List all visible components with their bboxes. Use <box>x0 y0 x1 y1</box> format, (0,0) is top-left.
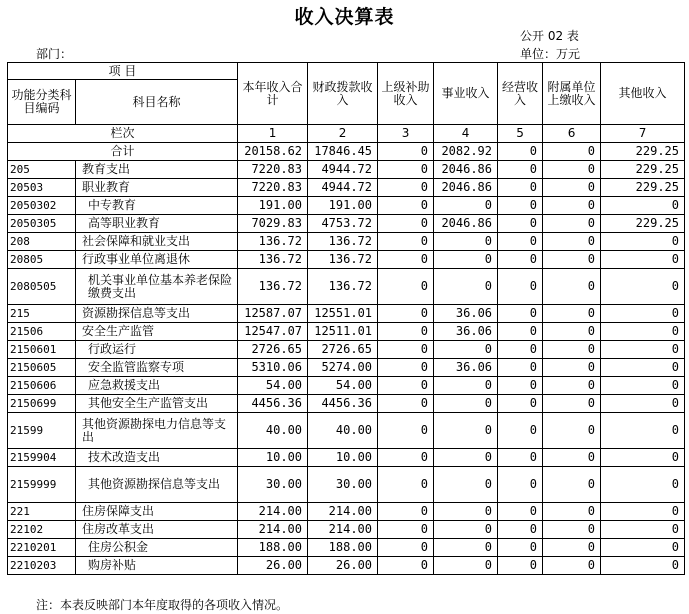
row-value: 7220.83 <box>238 179 308 197</box>
table-row <box>8 341 685 359</box>
row-value: 0 <box>601 341 685 359</box>
row-value: 188.00 <box>238 539 308 557</box>
row-code: 20805 <box>8 251 76 269</box>
row-value: 10.00 <box>238 449 308 467</box>
seq-number: 4 <box>434 125 498 143</box>
row-value: 0 <box>434 197 498 215</box>
row-value: 0 <box>543 179 601 197</box>
row-value: 0 <box>378 161 434 179</box>
code-col-header: 功能分类科目编码 <box>8 80 76 125</box>
row-value: 0 <box>498 161 543 179</box>
row-value: 136.72 <box>238 251 308 269</box>
row-value: 4456.36 <box>308 395 378 413</box>
total-row <box>8 143 685 161</box>
table-row <box>8 323 685 341</box>
total-value: 229.25 <box>601 143 685 161</box>
row-value: 2046.86 <box>434 161 498 179</box>
row-value: 0 <box>434 557 498 575</box>
row-value: 0 <box>498 413 543 449</box>
row-value: 36.06 <box>434 305 498 323</box>
row-value: 188.00 <box>308 539 378 557</box>
row-value: 0 <box>601 233 685 251</box>
total-value: 2082.92 <box>434 143 498 161</box>
seq-label: 栏次 <box>8 125 238 143</box>
seq-number: 6 <box>543 125 601 143</box>
row-code: 2050305 <box>8 215 76 233</box>
row-value: 0 <box>601 449 685 467</box>
row-value: 0 <box>498 467 543 503</box>
row-value: 0 <box>543 557 601 575</box>
row-value: 0 <box>601 377 685 395</box>
row-name: 其他安全生产监管支出 <box>76 395 238 413</box>
row-value: 0 <box>498 341 543 359</box>
row-value: 0 <box>543 503 601 521</box>
row-value: 0 <box>543 305 601 323</box>
row-code: 221 <box>8 503 76 521</box>
row-value: 30.00 <box>308 467 378 503</box>
row-value: 36.06 <box>434 323 498 341</box>
row-value: 0 <box>434 377 498 395</box>
row-value: 0 <box>378 377 434 395</box>
row-value: 0 <box>434 413 498 449</box>
row-value: 0 <box>543 161 601 179</box>
row-value: 4944.72 <box>308 179 378 197</box>
row-value: 0 <box>543 377 601 395</box>
col-header-fiscal: 财政拨款收入 <box>308 63 378 125</box>
row-value: 0 <box>601 467 685 503</box>
row-value: 0 <box>601 503 685 521</box>
row-value: 0 <box>498 269 543 305</box>
row-value: 0 <box>543 197 601 215</box>
row-value: 0 <box>601 359 685 377</box>
row-value: 0 <box>543 521 601 539</box>
row-value: 0 <box>601 197 685 215</box>
row-name: 中专教育 <box>76 197 238 215</box>
row-name: 行政运行 <box>76 341 238 359</box>
row-value: 0 <box>601 557 685 575</box>
total-value: 17846.45 <box>308 143 378 161</box>
row-value: 0 <box>498 449 543 467</box>
table-row <box>8 557 685 575</box>
table-row <box>8 521 685 539</box>
row-name: 其他资源勘探信息等支出 <box>76 467 238 503</box>
table-row <box>8 413 685 449</box>
row-value: 10.00 <box>308 449 378 467</box>
row-code: 2210201 <box>8 539 76 557</box>
row-value: 0 <box>498 197 543 215</box>
row-value: 0 <box>378 413 434 449</box>
row-value: 0 <box>434 467 498 503</box>
income-table <box>7 62 685 575</box>
row-value: 0 <box>434 503 498 521</box>
table-body <box>8 63 685 575</box>
row-value: 0 <box>601 305 685 323</box>
row-value: 4944.72 <box>308 161 378 179</box>
row-value: 0 <box>434 449 498 467</box>
row-value: 0 <box>498 395 543 413</box>
row-value: 0 <box>543 341 601 359</box>
total-value: 0 <box>543 143 601 161</box>
row-value: 0 <box>498 377 543 395</box>
row-value: 12511.01 <box>308 323 378 341</box>
col-header-superior-subsidy: 上级补助收入 <box>378 63 434 125</box>
col-header-other: 其他收入 <box>601 63 685 125</box>
row-value: 0 <box>378 341 434 359</box>
row-name: 住房改革支出 <box>76 521 238 539</box>
row-name: 住房公积金 <box>76 539 238 557</box>
row-value: 7029.83 <box>238 215 308 233</box>
row-value: 0 <box>498 503 543 521</box>
col-header-affiliated: 附属单位上缴收入 <box>543 63 601 125</box>
row-code: 21599 <box>8 413 76 449</box>
row-value: 0 <box>543 323 601 341</box>
table-row <box>8 251 685 269</box>
row-value: 229.25 <box>601 179 685 197</box>
row-value: 0 <box>601 413 685 449</box>
row-value: 0 <box>434 251 498 269</box>
row-value: 12551.01 <box>308 305 378 323</box>
row-value: 26.00 <box>308 557 378 575</box>
row-code: 2159904 <box>8 449 76 467</box>
row-code: 208 <box>8 233 76 251</box>
row-name: 教育支出 <box>76 161 238 179</box>
row-value: 12547.07 <box>238 323 308 341</box>
row-value: 26.00 <box>238 557 308 575</box>
table-row <box>8 467 685 503</box>
row-value: 0 <box>543 251 601 269</box>
row-code: 2159999 <box>8 467 76 503</box>
total-value: 20158.62 <box>238 143 308 161</box>
row-value: 136.72 <box>238 233 308 251</box>
row-value: 0 <box>378 251 434 269</box>
row-value: 136.72 <box>238 269 308 305</box>
row-code: 2150699 <box>8 395 76 413</box>
table-title: 收入决算表 <box>294 6 395 28</box>
table-row <box>8 215 685 233</box>
row-value: 0 <box>498 521 543 539</box>
row-value: 54.00 <box>238 377 308 395</box>
table-row <box>8 503 685 521</box>
row-value: 0 <box>378 467 434 503</box>
row-value: 0 <box>378 179 434 197</box>
row-name: 行政事业单位离退休 <box>76 251 238 269</box>
row-value: 0 <box>434 269 498 305</box>
row-value: 0 <box>498 179 543 197</box>
row-value: 0 <box>601 251 685 269</box>
row-name: 职业教育 <box>76 179 238 197</box>
row-value: 0 <box>543 395 601 413</box>
total-value: 0 <box>498 143 543 161</box>
row-value: 136.72 <box>308 233 378 251</box>
row-code: 2080505 <box>8 269 76 305</box>
row-value: 214.00 <box>308 503 378 521</box>
row-value: 191.00 <box>308 197 378 215</box>
row-value: 12587.07 <box>238 305 308 323</box>
item-group-header: 项 目 <box>8 63 238 80</box>
row-value: 0 <box>378 359 434 377</box>
row-value: 0 <box>601 323 685 341</box>
row-value: 0 <box>601 395 685 413</box>
row-value: 30.00 <box>238 467 308 503</box>
table-row <box>8 233 685 251</box>
seq-number: 3 <box>378 125 434 143</box>
row-code: 205 <box>8 161 76 179</box>
row-value: 0 <box>434 539 498 557</box>
row-value: 40.00 <box>238 413 308 449</box>
col-header-business: 事业收入 <box>434 63 498 125</box>
row-value: 214.00 <box>238 521 308 539</box>
row-value: 0 <box>498 215 543 233</box>
row-name: 安全生产监管 <box>76 323 238 341</box>
row-value: 229.25 <box>601 161 685 179</box>
row-value: 0 <box>498 251 543 269</box>
row-name: 安全监管监察专项 <box>76 359 238 377</box>
row-value: 0 <box>378 521 434 539</box>
seq-number: 1 <box>238 125 308 143</box>
table-row <box>8 359 685 377</box>
row-value: 0 <box>543 467 601 503</box>
row-name: 应急救援支出 <box>76 377 238 395</box>
header-row-1 <box>8 63 685 80</box>
row-value: 136.72 <box>308 269 378 305</box>
row-value: 0 <box>498 359 543 377</box>
row-code: 2150601 <box>8 341 76 359</box>
table-row <box>8 377 685 395</box>
row-value: 0 <box>543 215 601 233</box>
table-row <box>8 197 685 215</box>
row-value: 54.00 <box>308 377 378 395</box>
row-value: 214.00 <box>238 503 308 521</box>
row-code: 215 <box>8 305 76 323</box>
row-code: 2150605 <box>8 359 76 377</box>
row-value: 214.00 <box>308 521 378 539</box>
row-name: 技术改造支出 <box>76 449 238 467</box>
row-value: 0 <box>378 197 434 215</box>
row-name: 其他资源勘探电力信息等支出 <box>76 413 238 449</box>
row-name: 高等职业教育 <box>76 215 238 233</box>
unit-label: 单位：万元 <box>520 47 581 61</box>
row-value: 0 <box>601 521 685 539</box>
row-value: 5310.06 <box>238 359 308 377</box>
seq-row <box>8 125 685 143</box>
row-name: 资源勘探信息等支出 <box>76 305 238 323</box>
seq-number: 7 <box>601 125 685 143</box>
row-value: 0 <box>378 539 434 557</box>
row-value: 0 <box>543 269 601 305</box>
department-label: 部门： <box>36 47 73 61</box>
row-value: 0 <box>498 305 543 323</box>
row-code: 2050302 <box>8 197 76 215</box>
row-code: 20503 <box>8 179 76 197</box>
row-value: 0 <box>378 395 434 413</box>
row-value: 0 <box>378 215 434 233</box>
row-value: 0 <box>498 557 543 575</box>
row-value: 229.25 <box>601 215 685 233</box>
row-value: 191.00 <box>238 197 308 215</box>
table-row <box>8 269 685 305</box>
row-value: 0 <box>434 521 498 539</box>
row-value: 0 <box>601 539 685 557</box>
table-row <box>8 449 685 467</box>
row-value: 0 <box>498 323 543 341</box>
row-code: 21506 <box>8 323 76 341</box>
row-value: 0 <box>378 323 434 341</box>
row-value: 0 <box>378 233 434 251</box>
row-value: 5274.00 <box>308 359 378 377</box>
row-value: 0 <box>378 449 434 467</box>
row-value: 0 <box>434 341 498 359</box>
row-code: 2150606 <box>8 377 76 395</box>
row-name: 住房保障支出 <box>76 503 238 521</box>
row-value: 0 <box>601 269 685 305</box>
row-value: 0 <box>543 233 601 251</box>
seq-number: 5 <box>498 125 543 143</box>
row-value: 0 <box>378 503 434 521</box>
table-row <box>8 179 685 197</box>
row-code: 22102 <box>8 521 76 539</box>
row-name: 机关事业单位基本养老保险缴费支出 <box>76 269 238 305</box>
seq-number: 2 <box>308 125 378 143</box>
row-value: 136.72 <box>308 251 378 269</box>
table-row <box>8 305 685 323</box>
row-value: 2046.86 <box>434 215 498 233</box>
table-row <box>8 395 685 413</box>
row-value: 2046.86 <box>434 179 498 197</box>
total-value: 0 <box>378 143 434 161</box>
row-value: 0 <box>434 395 498 413</box>
row-value: 36.06 <box>434 359 498 377</box>
footnote: 注：本表反映部门本年度取得的各项收入情况。 <box>36 598 289 612</box>
row-value: 0 <box>543 413 601 449</box>
row-value: 0 <box>543 359 601 377</box>
row-value: 2726.65 <box>308 341 378 359</box>
col-header-total: 本年收入合计 <box>238 63 308 125</box>
table-row <box>8 539 685 557</box>
row-value: 4753.72 <box>308 215 378 233</box>
form-number: 公开 02 表 <box>520 29 579 43</box>
row-value: 0 <box>434 233 498 251</box>
row-value: 0 <box>543 449 601 467</box>
row-name: 社会保障和就业支出 <box>76 233 238 251</box>
row-value: 40.00 <box>308 413 378 449</box>
row-value: 0 <box>378 305 434 323</box>
row-value: 0 <box>498 233 543 251</box>
row-value: 0 <box>498 539 543 557</box>
table-row <box>8 161 685 179</box>
row-code: 2210203 <box>8 557 76 575</box>
row-value: 0 <box>543 539 601 557</box>
total-label: 合计 <box>8 143 238 161</box>
row-name: 购房补贴 <box>76 557 238 575</box>
col-header-operating: 经营收入 <box>498 63 543 125</box>
row-value: 7220.83 <box>238 161 308 179</box>
name-col-header: 科目名称 <box>76 80 238 125</box>
row-value: 0 <box>378 269 434 305</box>
row-value: 4456.36 <box>238 395 308 413</box>
row-value: 2726.65 <box>238 341 308 359</box>
row-value: 0 <box>378 557 434 575</box>
